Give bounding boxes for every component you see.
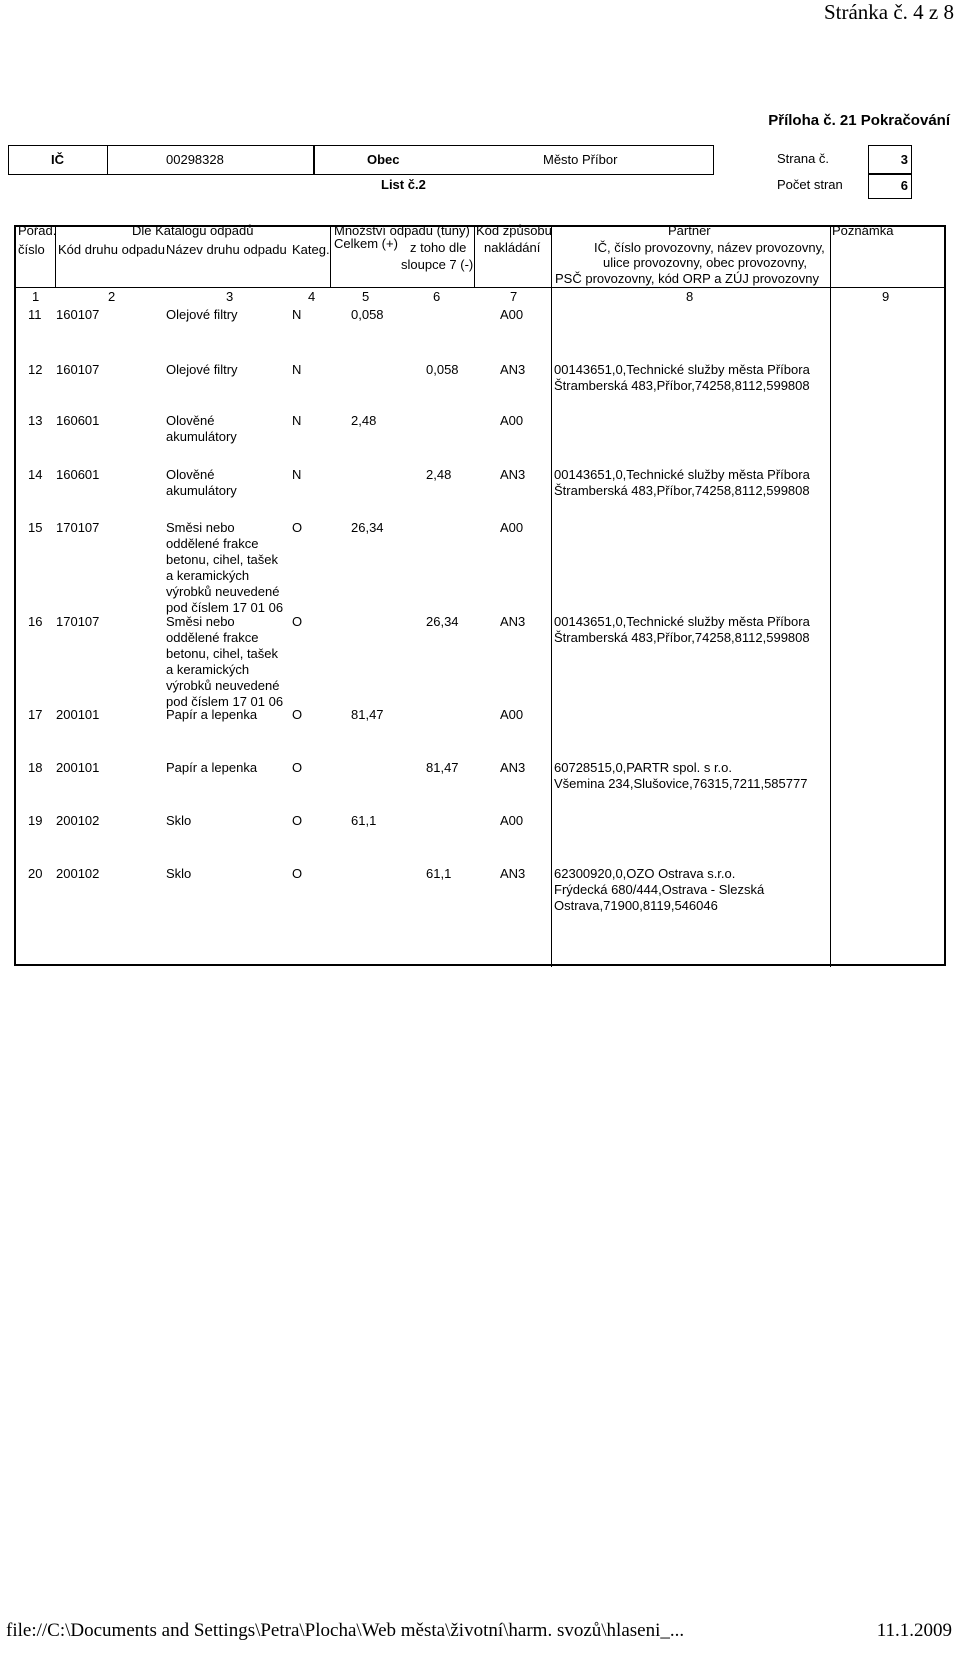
row-zpusob: A00: [500, 813, 524, 828]
row-kategorie: O: [292, 614, 303, 629]
footer-date: 11.1.2009: [876, 1620, 952, 1641]
row-nazev: výrobků neuvedené: [166, 678, 280, 693]
row-ztoho: 2,48: [426, 467, 452, 482]
pocet-label: Počet stran: [777, 177, 843, 192]
row-partner: Štramberská 483,Příbor,74258,8112,599808: [554, 483, 810, 498]
header-kod-druhu: Kód druhu odpadu: [58, 242, 165, 257]
row-celkem: 2,48: [351, 413, 377, 428]
colnum-3: 3: [226, 289, 234, 304]
header-poznamka: Poznámka: [832, 223, 894, 238]
row-kod: 200101: [56, 760, 100, 775]
row-nazev: Sklo: [166, 813, 192, 828]
row-zpusob: AN3: [500, 467, 526, 482]
obec-label: Obec: [367, 152, 400, 167]
row-nazev: Směsi nebo: [166, 614, 235, 629]
header-celkem: Celkem (+): [334, 236, 398, 251]
row-number: 12: [28, 362, 43, 377]
row-partner: 60728515,0,PARTR spol. s r.o.: [554, 760, 733, 775]
header-mnozstvi: Množství odpadu (tuny): [334, 223, 470, 238]
row-nazev: akumulátory: [166, 429, 237, 444]
row-ztoho: 61,1: [426, 866, 452, 881]
list-label: List č.2: [381, 177, 426, 192]
appendix-title: Příloha č. 21 Pokračování: [768, 112, 950, 129]
header-partner-1: IČ, číslo provozovny, název provozovny,: [594, 240, 825, 255]
header-ztoho-2: sloupce 7 (-): [401, 257, 474, 272]
row-ztoho: 26,34: [426, 614, 459, 629]
row-nazev: a keramických: [166, 568, 250, 583]
row-nazev: akumulátory: [166, 483, 237, 498]
row-number: 19: [28, 813, 43, 828]
row-kategorie: O: [292, 866, 303, 881]
waste-table: [14, 225, 946, 966]
row-celkem: 81,47: [351, 707, 384, 722]
row-partner: Štramberská 483,Příbor,74258,8112,599808: [554, 378, 810, 393]
header-katalog: Dle Katalogu odpadů: [132, 223, 254, 238]
ic-value: 00298328: [166, 152, 224, 167]
row-nazev: Olejové filtry: [166, 362, 238, 377]
row-kod: 160107: [56, 307, 100, 322]
header-kateg: Kateg.: [292, 242, 330, 257]
colnum-8: 8: [686, 289, 694, 304]
row-celkem: 61,1: [351, 813, 377, 828]
row-kategorie: N: [292, 307, 302, 322]
row-partner: Všemina 234,Slušovice,76315,7211,585777: [554, 776, 808, 791]
row-zpusob: AN3: [500, 362, 526, 377]
row-kod: 170107: [56, 520, 100, 535]
row-partner: Ostrava,71900,8119,546046: [554, 898, 718, 913]
row-kategorie: N: [292, 413, 302, 428]
colnum-6: 6: [433, 289, 441, 304]
row-nazev: Olověné: [166, 413, 215, 428]
colnum-4: 4: [308, 289, 316, 304]
row-nazev: Sklo: [166, 866, 192, 881]
obec-box: [314, 145, 714, 175]
header-kod-zpusobu: Kód způsobu: [476, 223, 552, 238]
row-nazev: výrobků neuvedené: [166, 584, 280, 599]
pocet-value: 6: [900, 178, 908, 193]
row-nazev: oddělené frakce: [166, 630, 259, 645]
row-kategorie: O: [292, 813, 303, 828]
row-kategorie: N: [292, 362, 302, 377]
row-number: 11: [28, 307, 42, 322]
colnum-5: 5: [362, 289, 370, 304]
header-partner: Partner: [668, 223, 711, 238]
row-partner: Štramberská 483,Příbor,74258,8112,599808: [554, 630, 810, 645]
obec-value: Město Příbor: [543, 152, 618, 167]
row-number: 15: [28, 520, 43, 535]
row-nazev: pod číslem 17 01 06: [166, 694, 284, 709]
row-nazev: a keramických: [166, 662, 250, 677]
row-nazev: Směsi nebo: [166, 520, 235, 535]
row-partner: 00143651,0,Technické služby města Příbora: [554, 614, 810, 629]
strana-label: Strana č.: [777, 151, 830, 166]
row-zpusob: A00: [500, 413, 524, 428]
colnum-7: 7: [510, 289, 518, 304]
row-nazev: pod číslem 17 01 06: [166, 600, 284, 615]
row-kod: 200101: [56, 707, 100, 722]
row-nazev: Papír a lepenka: [166, 707, 258, 722]
strana-box: [868, 145, 912, 175]
header-cislo: číslo: [18, 242, 45, 257]
row-kategorie: N: [292, 467, 302, 482]
header-nazev-druhu: Název druhu odpadu: [166, 242, 287, 257]
row-nazev: Olověné: [166, 467, 215, 482]
row-kod: 160601: [56, 467, 100, 482]
row-zpusob: A00: [500, 520, 524, 535]
row-partner: 62300920,0,OZO Ostrava s.r.o.: [554, 866, 736, 881]
row-number: 13: [28, 413, 43, 428]
row-nazev: oddělené frakce: [166, 536, 259, 551]
row-number: 16: [28, 614, 43, 629]
row-kategorie: O: [292, 520, 303, 535]
row-kod: 200102: [56, 866, 100, 881]
colnum-1: 1: [32, 289, 40, 304]
row-number: 14: [28, 467, 43, 482]
row-number: 17: [28, 707, 43, 722]
page-number: Stránka č. 4 z 8: [823, 0, 954, 24]
row-zpusob: AN3: [500, 760, 526, 775]
row-kod: 170107: [56, 614, 100, 629]
row-celkem: 26,34: [351, 520, 384, 535]
ic-label-box: [8, 145, 108, 175]
row-number: 20: [28, 866, 43, 881]
header-ztoho-1: z toho dle: [410, 240, 467, 255]
row-nazev: Papír a lepenka: [166, 760, 258, 775]
row-kod: 200102: [56, 813, 100, 828]
strana-value: 3: [900, 152, 908, 167]
ic-label: IČ: [51, 152, 64, 167]
row-ztoho: 0,058: [426, 362, 459, 377]
row-kod: 160601: [56, 413, 100, 428]
row-zpusob: AN3: [500, 614, 526, 629]
row-zpusob: AN3: [500, 866, 526, 881]
colnum-2: 2: [108, 289, 116, 304]
header-nakladani: nakládání: [484, 240, 541, 255]
row-kod: 160107: [56, 362, 100, 377]
row-kategorie: O: [292, 760, 303, 775]
header-partner-2: ulice provozovny, obec provozovny,: [603, 255, 808, 270]
pocet-box: [868, 173, 912, 199]
header-porad: Pořad.: [18, 223, 57, 238]
row-celkem: 0,058: [351, 307, 384, 322]
row-kategorie: O: [292, 707, 303, 722]
colnum-9: 9: [882, 289, 890, 304]
row-number: 18: [28, 760, 43, 775]
row-nazev: betonu, cihel, tašek: [166, 552, 279, 567]
row-partner: Frýdecká 680/444,Ostrava - Slezská: [554, 882, 765, 897]
row-ztoho: 81,47: [426, 760, 459, 775]
row-partner: 00143651,0,Technické služby města Příbora: [554, 362, 810, 377]
header-partner-3: PSČ provozovny, kód ORP a ZÚJ provozovny: [555, 271, 819, 286]
row-zpusob: A00: [500, 307, 524, 322]
row-nazev: Olejové filtry: [166, 307, 238, 322]
row-partner: 00143651,0,Technické služby města Příbora: [554, 467, 810, 482]
footer-path: file://C:\Documents and Settings\Petra\Plocha\Web města\životní\harm. svozů\hlaseni_...: [6, 1620, 685, 1641]
row-nazev: betonu, cihel, tašek: [166, 646, 279, 661]
row-zpusob: A00: [500, 707, 524, 722]
ic-value-box: [107, 145, 314, 175]
